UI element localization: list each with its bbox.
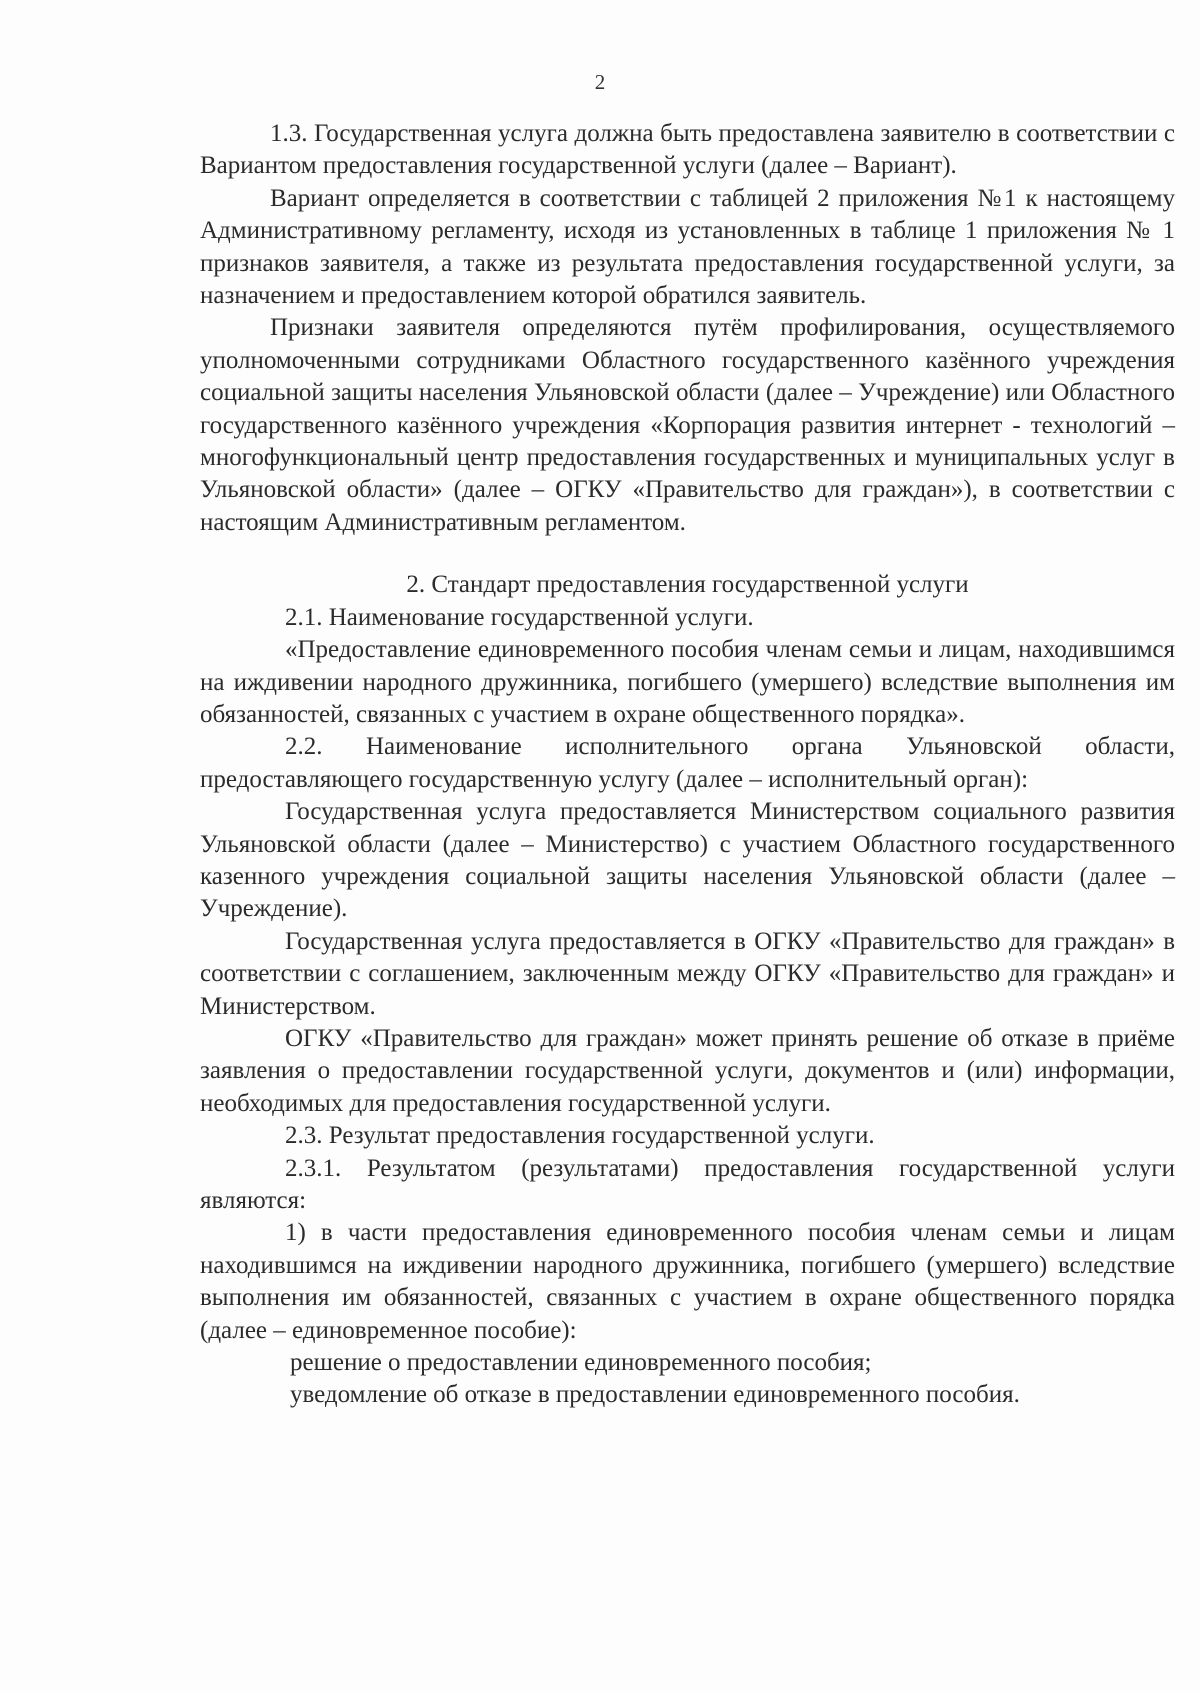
item-2-2-paragraph-1: Государственная услуга предоставляется Министерством социального развития Ульяновской области (далее – Министерство) с участием Областного государственного казенного учреждения социальной защиты населения Ульяновской области (далее – Учреждение).: [200, 798, 1175, 923]
page-number: 2: [594, 70, 606, 94]
item-2-2-paragraph-2: Государственная услуга предоставляется в ОГКУ «Правительство для граждан» в соответствии с соглашением, заключенным между ОГКУ «Правительство для граждан» и Министерством.: [200, 927, 1175, 1020]
item-2-2-paragraph-3: ОГКУ «Правительство для граждан» может принять решение об отказе в приёме заявления о предоставлении государственной услуги, документов и (или) информации, необходимых для предоставления государственной услуги.: [200, 1024, 1175, 1117]
paragraph-applicant-signs: Признаки заявителя определяются путём профилирования, осуществляемого уполномоченными сотрудниками Областного государственного казённого учреждения социальной защиты населения Ульяновской области (далее – Учреждение) или Областного государственного казённого учреждения «Корпорация развития интернет - технологий – многофункциональный центр предоставления государственных и муниципальных услуг в Ульяновской области» (далее – ОГКУ «Правительство для граждан»), в соответствии с настоящим Административным регламентом.: [200, 314, 1175, 536]
result-item: решение о предоставлении единовременного пособия;: [290, 1349, 872, 1377]
item-2-3-1-subitem-1: 1) в части предоставления единовременного пособия членам семьи и лицам находившимся на иждивении народного дружинника, погибшего (умершего) вследствие выполнения им обязанностей, связанных с участием в охране общественного порядка (далее – единовременное пособие):: [200, 1219, 1175, 1344]
document-body: [200, 118, 1175, 1412]
result-item: уведомление об отказе в предоставлении единовременного пособия.: [290, 1381, 1020, 1409]
item-2-1: 2.1. Наименование государственной услуги.: [285, 603, 754, 631]
item-2-3-1: 2.3.1. Результатом (результатами) предоставления государственной услуги являются:: [200, 1154, 1175, 1214]
item-2-3: 2.3. Результат предоставления государственной услуги.: [285, 1122, 875, 1150]
paragraph-1-3: 1.3. Государственная услуга должна быть предоставлена заявителю в соответствии с Вариантом предоставления государственной услуги (далее – Вариант).: [200, 120, 1175, 180]
paragraph-variant: Вариант определяется в соответствии с таблицей 2 приложения №1 к настоящему Административному регламенту, исходя из установленных в таблице 1 приложения № 1 признаков заявителя, а также из результата предоставления государственной услуги, за назначением и предоставлением которой обратился заявитель.: [200, 184, 1175, 310]
section-2-heading: 2. Стандарт предоставления государственной услуги: [406, 571, 969, 599]
item-2-1-text: «Предоставление единовременного пособия членам семьи и лицам, находившимся на иждивении народного дружинника, погибшего (умершего) вследствие выполнения им обязанностей, связанных с участием в охране общественного порядка».: [200, 636, 1175, 728]
item-2-2: 2.2. Наименование исполнительного органа Ульяновской области, предоставляющего государственную услугу (далее – исполнительный орган):: [200, 733, 1175, 793]
